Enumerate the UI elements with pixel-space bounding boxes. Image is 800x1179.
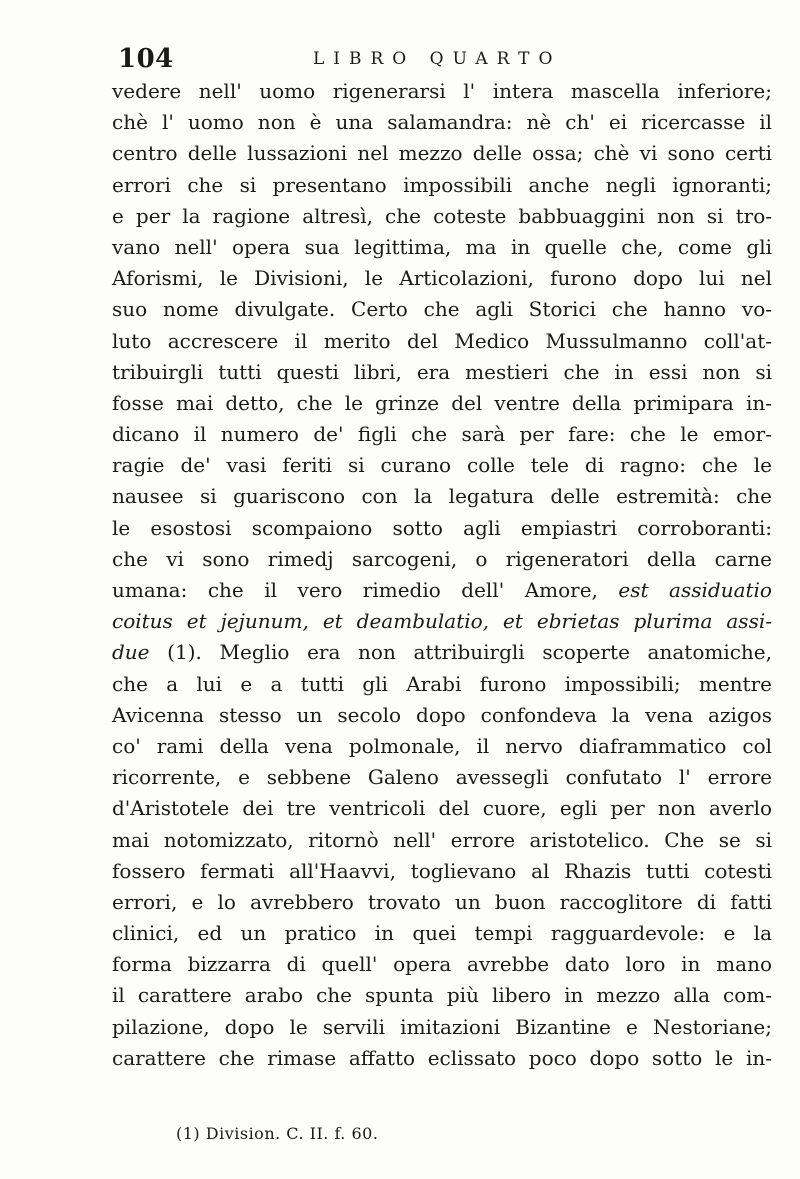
- text-line: [112, 357, 772, 388]
- text-segment: pilazione, dopo le servili imitazioni Bizantine e Nestoriane;: [112, 1014, 772, 1039]
- page-header: [118, 44, 758, 74]
- text-line: [112, 856, 772, 887]
- text-line: [112, 201, 772, 232]
- text-segment: le esostosi scompaiono sotto agli empiastri corroboranti:: [112, 515, 772, 540]
- text-segment: errori che si presentano impossibili anche negli ignoranti;: [112, 172, 772, 197]
- running-head: LIBRO QUARTO: [313, 49, 562, 69]
- text-segment: errori, e lo avrebbero trovato un buon raccoglitore di fatti: [112, 889, 772, 914]
- text-line: [112, 388, 772, 419]
- italic-text-segment: due: [112, 640, 150, 665]
- text-segment: centro delle lussazioni nel mezzo delle ossa; chè vi sono certi: [112, 141, 772, 166]
- body-text: [112, 76, 772, 1074]
- text-segment: fossero fermati all'Haavvi, toglievano al Rhazis tutti cotesti: [112, 858, 772, 883]
- text-line: [112, 980, 772, 1011]
- text-segment: luto accrescere il merito del Medico Mussulmanno coll'at-: [112, 328, 772, 353]
- text-line: [112, 731, 772, 762]
- text-line: [112, 606, 772, 637]
- text-segment: forma bizzarra di quell' opera avrebbe dato loro in mano: [112, 952, 772, 977]
- text-line: [112, 107, 772, 138]
- text-line: [112, 825, 772, 856]
- text-line: [112, 294, 772, 325]
- text-segment: il carattere arabo che spunta più libero in mezzo alla com-: [112, 983, 772, 1008]
- text-segment: che vi sono rimedj sarcogeni, o rigeneratori della carne: [112, 546, 772, 571]
- text-segment: ricorrente, e sebbene Galeno avessegli confutato l' errore: [112, 765, 772, 790]
- italic-text-segment: est assiduatio: [618, 578, 772, 602]
- text-segment: co' rami della vena polmonale, il nervo diaframmatico col: [112, 733, 772, 758]
- text-segment: dicano il numero de' figli che sarà per fare: che le emor-: [112, 422, 772, 447]
- text-line: [112, 669, 772, 700]
- text-line: [112, 793, 772, 824]
- text-line: [112, 481, 772, 512]
- text-line: [112, 170, 772, 201]
- text-line: [112, 263, 772, 294]
- text-line: [112, 1043, 772, 1074]
- text-line: [112, 326, 772, 357]
- text-line: [112, 544, 772, 575]
- text-line: [112, 575, 772, 606]
- text-line: [112, 637, 772, 668]
- text-line: [112, 76, 772, 107]
- text-segment: clinici, ed un pratico in quei tempi ragguardevole: e la: [112, 921, 772, 946]
- text-line: [112, 450, 772, 481]
- text-segment: chè l' uomo non è una salamandra: nè ch' ei ricercasse il: [112, 110, 772, 135]
- text-segment: d'Aristotele dei tre ventricoli del cuore, egli per non averlo: [112, 796, 772, 821]
- text-segment: carattere che rimase affatto eclissato poco dopo sotto le in-: [112, 1045, 772, 1070]
- text-line: [112, 232, 772, 263]
- text-segment: ragie de' vasi feriti si curano colle tele di ragno: che le: [112, 453, 772, 478]
- text-segment: Aforismi, le Divisioni, le Articolazioni, furono dopo lui nel: [112, 266, 772, 291]
- text-line: [112, 700, 772, 731]
- text-line: [112, 513, 772, 544]
- text-segment: mai notomizzato, ritornò nell' errore aristotelico. Che se si: [112, 827, 772, 852]
- text-line: [112, 887, 772, 918]
- text-segment: (1). Meglio era non attribuirgli scoperte anatomiche,: [149, 640, 772, 665]
- text-line: [112, 762, 772, 793]
- text-segment: vedere nell' uomo rigenerarsi l' intera mascella inferiore;: [112, 79, 772, 103]
- text-line: [112, 1012, 772, 1043]
- text-line: [112, 918, 772, 949]
- text-segment: nausee si guariscono con la legatura delle estremità: che: [112, 484, 772, 509]
- text-segment: fosse mai detto, che le grinze del ventre della primipara in-: [112, 390, 772, 415]
- text-segment: tribuirgli tutti questi libri, era mestieri che in essi non si: [112, 359, 772, 384]
- text-segment: suo nome divulgate. Certo che agli Storici che hanno vo-: [112, 297, 772, 322]
- text-segment: e per la ragione altresì, che coteste babbuaggini non si tro-: [112, 203, 772, 228]
- italic-text-segment: coitus et jejunum, et deambulatio, et ebrietas plurima assi-: [112, 609, 772, 634]
- text-segment: che a lui e a tutti gli Arabi furono impossibili; mentre: [112, 671, 772, 696]
- text-segment: umana: che il vero rimedio dell' Amore,: [112, 578, 619, 602]
- text-segment: Avicenna stesso un secolo dopo confondeva la vena azigos: [112, 702, 772, 727]
- footnote: (1) Division. C. II. f. 60.: [176, 1124, 379, 1143]
- page-number: 104: [118, 44, 174, 74]
- text-line: [112, 949, 772, 980]
- text-segment: vano nell' opera sua legittima, ma in quelle che, come gli: [112, 234, 772, 259]
- text-line: [112, 419, 772, 450]
- text-line: [112, 138, 772, 169]
